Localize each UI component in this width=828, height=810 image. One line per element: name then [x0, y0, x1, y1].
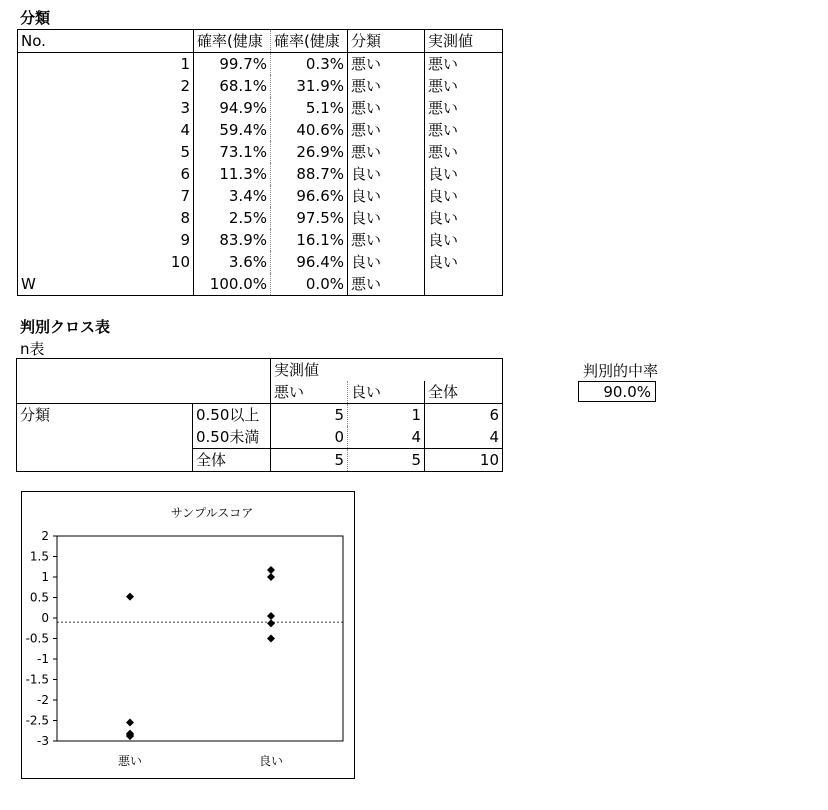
cell-class: 悪い — [348, 229, 425, 251]
cross-row-total — [17, 449, 503, 472]
cell-actual: 良い — [425, 185, 503, 207]
y-tick-label: 2 — [41, 529, 49, 543]
cell-actual: 良い — [425, 251, 503, 273]
cell-no: 8 — [180, 209, 190, 227]
y-tick-label: -2 — [37, 693, 49, 707]
table-row — [18, 273, 503, 296]
chart-title: サンプルスコア — [170, 506, 254, 520]
y-tick-label: 0.5 — [29, 590, 49, 605]
table-row — [18, 119, 503, 141]
cell-class: 悪い — [348, 273, 425, 296]
sample-score-chart — [21, 491, 355, 779]
chart-svg — [22, 492, 354, 778]
cell-actual: 悪い — [425, 119, 503, 141]
cell-prob-2: 0.0% — [271, 273, 348, 296]
cell-no: 5 — [180, 143, 190, 161]
cross-table-subtitle: n表 — [20, 340, 45, 358]
row-label: 全体 — [193, 449, 271, 472]
cell-actual: 悪い — [425, 97, 503, 119]
table-row — [18, 229, 503, 251]
y-tick-label: 0 — [41, 611, 49, 625]
header-prob-1: 確率(健康 — [194, 30, 271, 53]
row-label: 0.50未満 — [193, 426, 271, 449]
cell-prob-2: 16.1% — [271, 229, 348, 251]
cell-prob-1: 59.4% — [194, 119, 271, 141]
cell-good: 1 — [348, 404, 425, 427]
col-bad: 悪い — [271, 381, 348, 404]
cell-total: 4 — [425, 426, 503, 449]
rate-label: 判別的中率 — [583, 362, 659, 380]
cell-prob-2: 96.4% — [271, 251, 348, 273]
y-tick-label: -1.5 — [25, 672, 49, 687]
table-row — [18, 185, 503, 207]
header-prob-2: 確率(健康 — [271, 30, 348, 53]
y-tick-label: -0.5 — [25, 631, 49, 646]
cell-class: 良い — [348, 251, 425, 273]
table-row — [18, 97, 503, 119]
cell-class: 悪い — [348, 119, 425, 141]
cell-no: 10 — [170, 253, 190, 271]
table-row — [18, 53, 503, 76]
y-tick-label: 1.5 — [29, 549, 49, 564]
x-category-label: 悪い — [117, 754, 143, 768]
data-point — [267, 573, 275, 581]
cell-class: 悪い — [348, 141, 425, 163]
cell-bad: 5 — [271, 404, 348, 427]
actual-label: 実測値 — [271, 359, 348, 382]
data-point — [267, 566, 275, 574]
cell-prob-1: 2.5% — [194, 207, 271, 229]
y-tick-label: -2.5 — [25, 713, 49, 728]
cell-actual — [425, 273, 503, 296]
cell-good: 4 — [348, 426, 425, 449]
cross-table — [16, 358, 503, 472]
data-point — [267, 619, 275, 627]
header-actual: 実測値 — [425, 30, 503, 53]
row-label: 0.50以上 — [193, 404, 271, 427]
table-header-row — [18, 30, 503, 53]
cell-bad: 0 — [271, 426, 348, 449]
table-row — [18, 75, 503, 97]
cell-total: 6 — [425, 404, 503, 427]
cell-prob-1: 83.9% — [194, 229, 271, 251]
cell-prob-1: 11.3% — [194, 163, 271, 185]
cross-header-row-1 — [17, 359, 503, 382]
cell-class: 良い — [348, 185, 425, 207]
plot-area — [57, 536, 343, 741]
cell-prob-1: 94.9% — [194, 97, 271, 119]
cell-no: 9 — [180, 231, 190, 249]
cell-class: 良い — [348, 207, 425, 229]
cell-prob-1: 73.1% — [194, 141, 271, 163]
cell-actual: 悪い — [425, 53, 503, 76]
cell-prob-2: 5.1% — [271, 97, 348, 119]
cell-no: 4 — [180, 121, 190, 139]
cell-no: 1 — [180, 55, 190, 73]
cell-actual: 良い — [425, 207, 503, 229]
cell-prob-1: 3.6% — [194, 251, 271, 273]
cell-actual: 良い — [425, 163, 503, 185]
cross-row — [17, 426, 503, 449]
row-group-label: 分類 — [20, 406, 51, 424]
data-point — [126, 719, 134, 727]
cell-prob-2: 40.6% — [271, 119, 348, 141]
cell-no: 7 — [180, 187, 190, 205]
table-row — [18, 207, 503, 229]
cell-prob-2: 88.7% — [271, 163, 348, 185]
cell-class: 悪い — [348, 53, 425, 76]
data-point — [267, 635, 275, 643]
cell-actual: 悪い — [425, 141, 503, 163]
header-class: 分類 — [348, 30, 425, 53]
data-point — [126, 593, 134, 601]
table-row — [18, 163, 503, 185]
rate-value: 90.0% — [578, 381, 656, 402]
cell-class: 悪い — [348, 75, 425, 97]
cell-prob-1: 68.1% — [194, 75, 271, 97]
cell-no: 3 — [180, 99, 190, 117]
cell-good: 5 — [348, 449, 425, 472]
x-category-label: 良い — [258, 754, 284, 768]
header-no: No. — [18, 30, 194, 53]
classification-table — [17, 29, 503, 296]
cell-total: 10 — [425, 449, 503, 472]
cell-prob-2: 96.6% — [271, 185, 348, 207]
y-tick-label: -3 — [37, 734, 49, 748]
y-tick-label: -1 — [37, 652, 49, 666]
cell-prob-2: 31.9% — [271, 75, 348, 97]
cell-no: 2 — [180, 77, 190, 95]
data-point — [267, 612, 275, 620]
table-row — [18, 141, 503, 163]
classification-title: 分類 — [20, 9, 51, 27]
cell-no: W — [21, 275, 36, 293]
cross-header-row-2 — [17, 381, 503, 404]
cell-prob-2: 0.3% — [271, 53, 348, 76]
cell-class: 良い — [348, 163, 425, 185]
y-tick-label: 1 — [41, 570, 49, 584]
cell-actual: 良い — [425, 229, 503, 251]
cell-prob-1: 99.7% — [194, 53, 271, 76]
table-row — [18, 251, 503, 273]
cell-actual: 悪い — [425, 75, 503, 97]
cell-no: 6 — [180, 165, 190, 183]
cell-prob-1: 3.4% — [194, 185, 271, 207]
cross-row — [17, 404, 503, 427]
col-good: 良い — [348, 381, 425, 404]
col-total: 全体 — [425, 381, 503, 404]
cell-bad: 5 — [271, 449, 348, 472]
cell-class: 悪い — [348, 97, 425, 119]
cross-table-title: 判別クロス表 — [20, 318, 111, 336]
cell-prob-2: 26.9% — [271, 141, 348, 163]
cell-prob-1: 100.0% — [194, 273, 271, 296]
cell-prob-2: 97.5% — [271, 207, 348, 229]
